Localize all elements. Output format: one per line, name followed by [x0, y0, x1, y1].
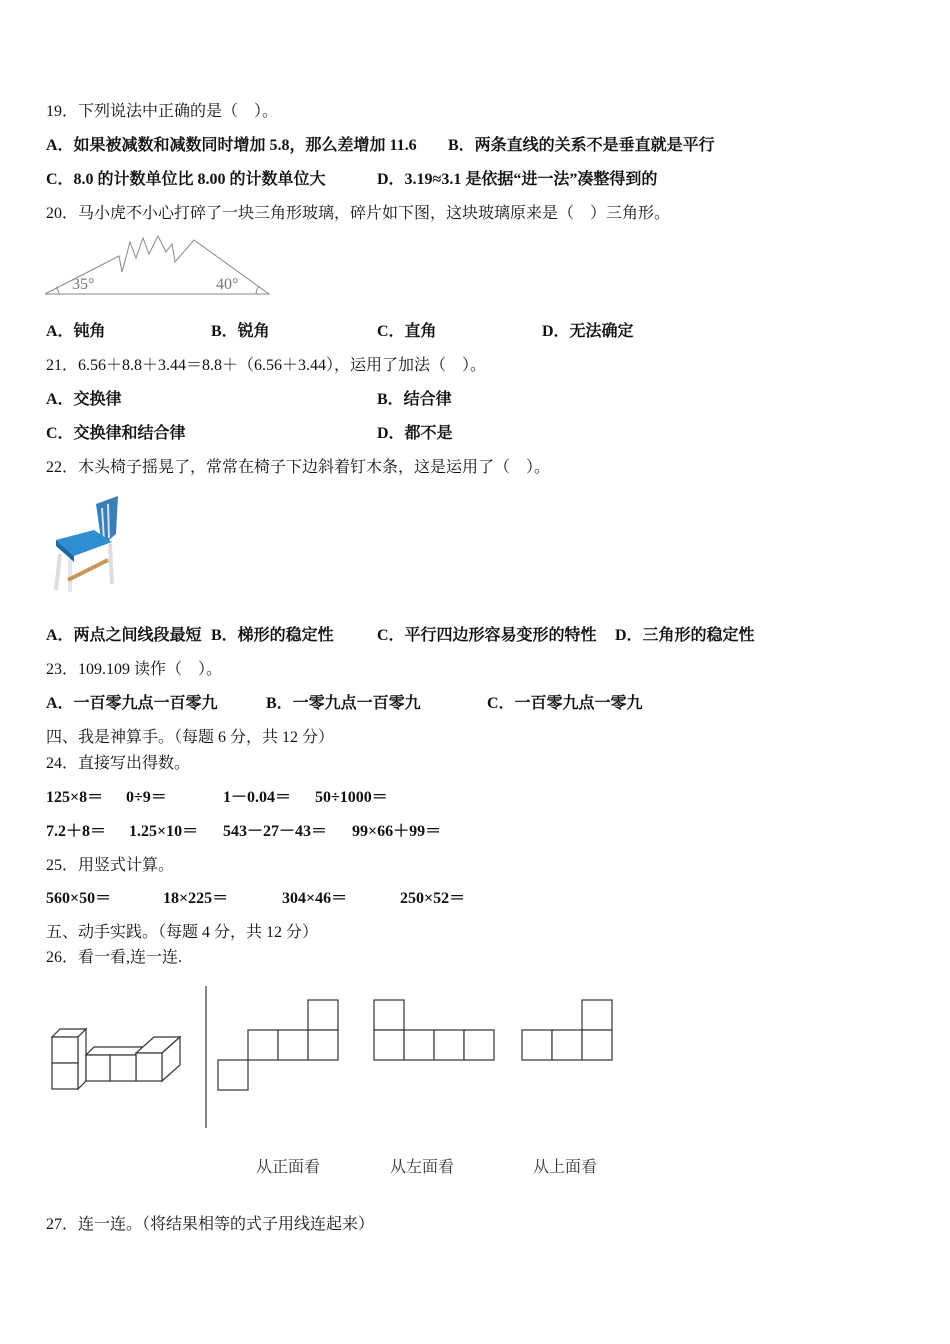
q21-option-a: A．交换律: [46, 391, 122, 408]
q19-option-d: D．3.19≈3.1 是依据“进一法”凑整得到的: [377, 171, 658, 188]
q23-option-a: A．一百零九点一百零九: [46, 695, 218, 712]
q25-item: 250×52＝: [400, 890, 466, 907]
q25-stem: 25．用竖式计算。: [46, 857, 175, 874]
section-4-heading: 四、我是神算手。（每题 6 分，共 12 分）: [46, 729, 335, 746]
q22-option-c: C．平行四边形容易变形的特性: [377, 627, 597, 644]
q20-stem: 20．马小虎不小心打碎了一块三角形玻璃，碎片如下图，这块玻璃原来是（ ）三角形。: [46, 205, 671, 222]
q27-stem: 27．连一连。（将结果相等的式子用线连起来）: [46, 1216, 375, 1233]
view-label-front: 从正面看: [256, 1157, 321, 1176]
q24-item: 1.25×10＝: [129, 823, 199, 840]
q22-option-a: A．两点之间线段最短: [46, 627, 202, 644]
view-label-top: 从上面看: [533, 1157, 598, 1176]
q20-option-c: C．直角: [377, 323, 437, 340]
q21-option-b: B．结合律: [377, 391, 452, 408]
q24-item: 50÷1000＝: [315, 789, 388, 806]
q22-option-d: D．三角形的稳定性: [615, 627, 755, 644]
q25-item: 304×46＝: [282, 890, 348, 907]
angle-35-label: 35°: [72, 276, 95, 293]
q24-item: 1－0.04＝: [223, 789, 292, 806]
cube-views-figure: [0, 980, 640, 1140]
q24-item: 543－27－43＝: [223, 823, 328, 840]
chair-illustration: [50, 494, 125, 594]
q19-option-c: C．8.0 的计数单位比 8.00 的计数单位大: [46, 171, 326, 188]
q24-item: 99×66＋99＝: [352, 823, 442, 840]
q23-option-c: C．一百零九点一零九: [487, 695, 643, 712]
section-5-heading: 五、动手实践。（每题 4 分，共 12 分）: [46, 924, 319, 941]
q19-stem: 19．下列说法中正确的是（ ）。: [46, 103, 279, 120]
angle-40-label: 40°: [216, 276, 239, 293]
q19-option-a: A．如果被减数和减数同时增加 5.8，那么差增加 11.6: [46, 137, 417, 154]
q24-item: 125×8＝: [46, 789, 104, 806]
q19-option-b: B．两条直线的关系不是垂直就是平行: [448, 137, 715, 154]
q25-item: 18×225＝: [163, 890, 229, 907]
view-label-left: 从左面看: [390, 1157, 455, 1176]
q24-item: 7.2＋8＝: [46, 823, 107, 840]
q24-item: 0÷9＝: [126, 789, 167, 806]
q21-option-c: C．交换律和结合律: [46, 425, 186, 442]
q23-stem: 23．109.109 读作（ ）。: [46, 661, 223, 678]
q20-option-d: D．无法确定: [542, 323, 634, 340]
q22-option-b: B．梯形的稳定性: [211, 627, 334, 644]
q21-stem: 21．6.56＋8.8＋3.44＝8.8＋（6.56＋3.44），运用了加法（ ）。: [46, 357, 487, 374]
q21-option-d: D．都不是: [377, 425, 453, 442]
q22-stem: 22．木头椅子摇晃了，常常在椅子下边斜着钉木条，这是运用了（ ）。: [46, 459, 551, 476]
q23-option-b: B．一零九点一百零九: [266, 695, 421, 712]
q20-option-a: A．钝角: [46, 323, 106, 340]
q26-stem: 26．看一看,连一连.: [46, 949, 183, 966]
q25-item: 560×50＝: [46, 890, 112, 907]
q20-option-b: B．锐角: [211, 323, 270, 340]
q24-stem: 24．直接写出得数。: [46, 755, 191, 772]
